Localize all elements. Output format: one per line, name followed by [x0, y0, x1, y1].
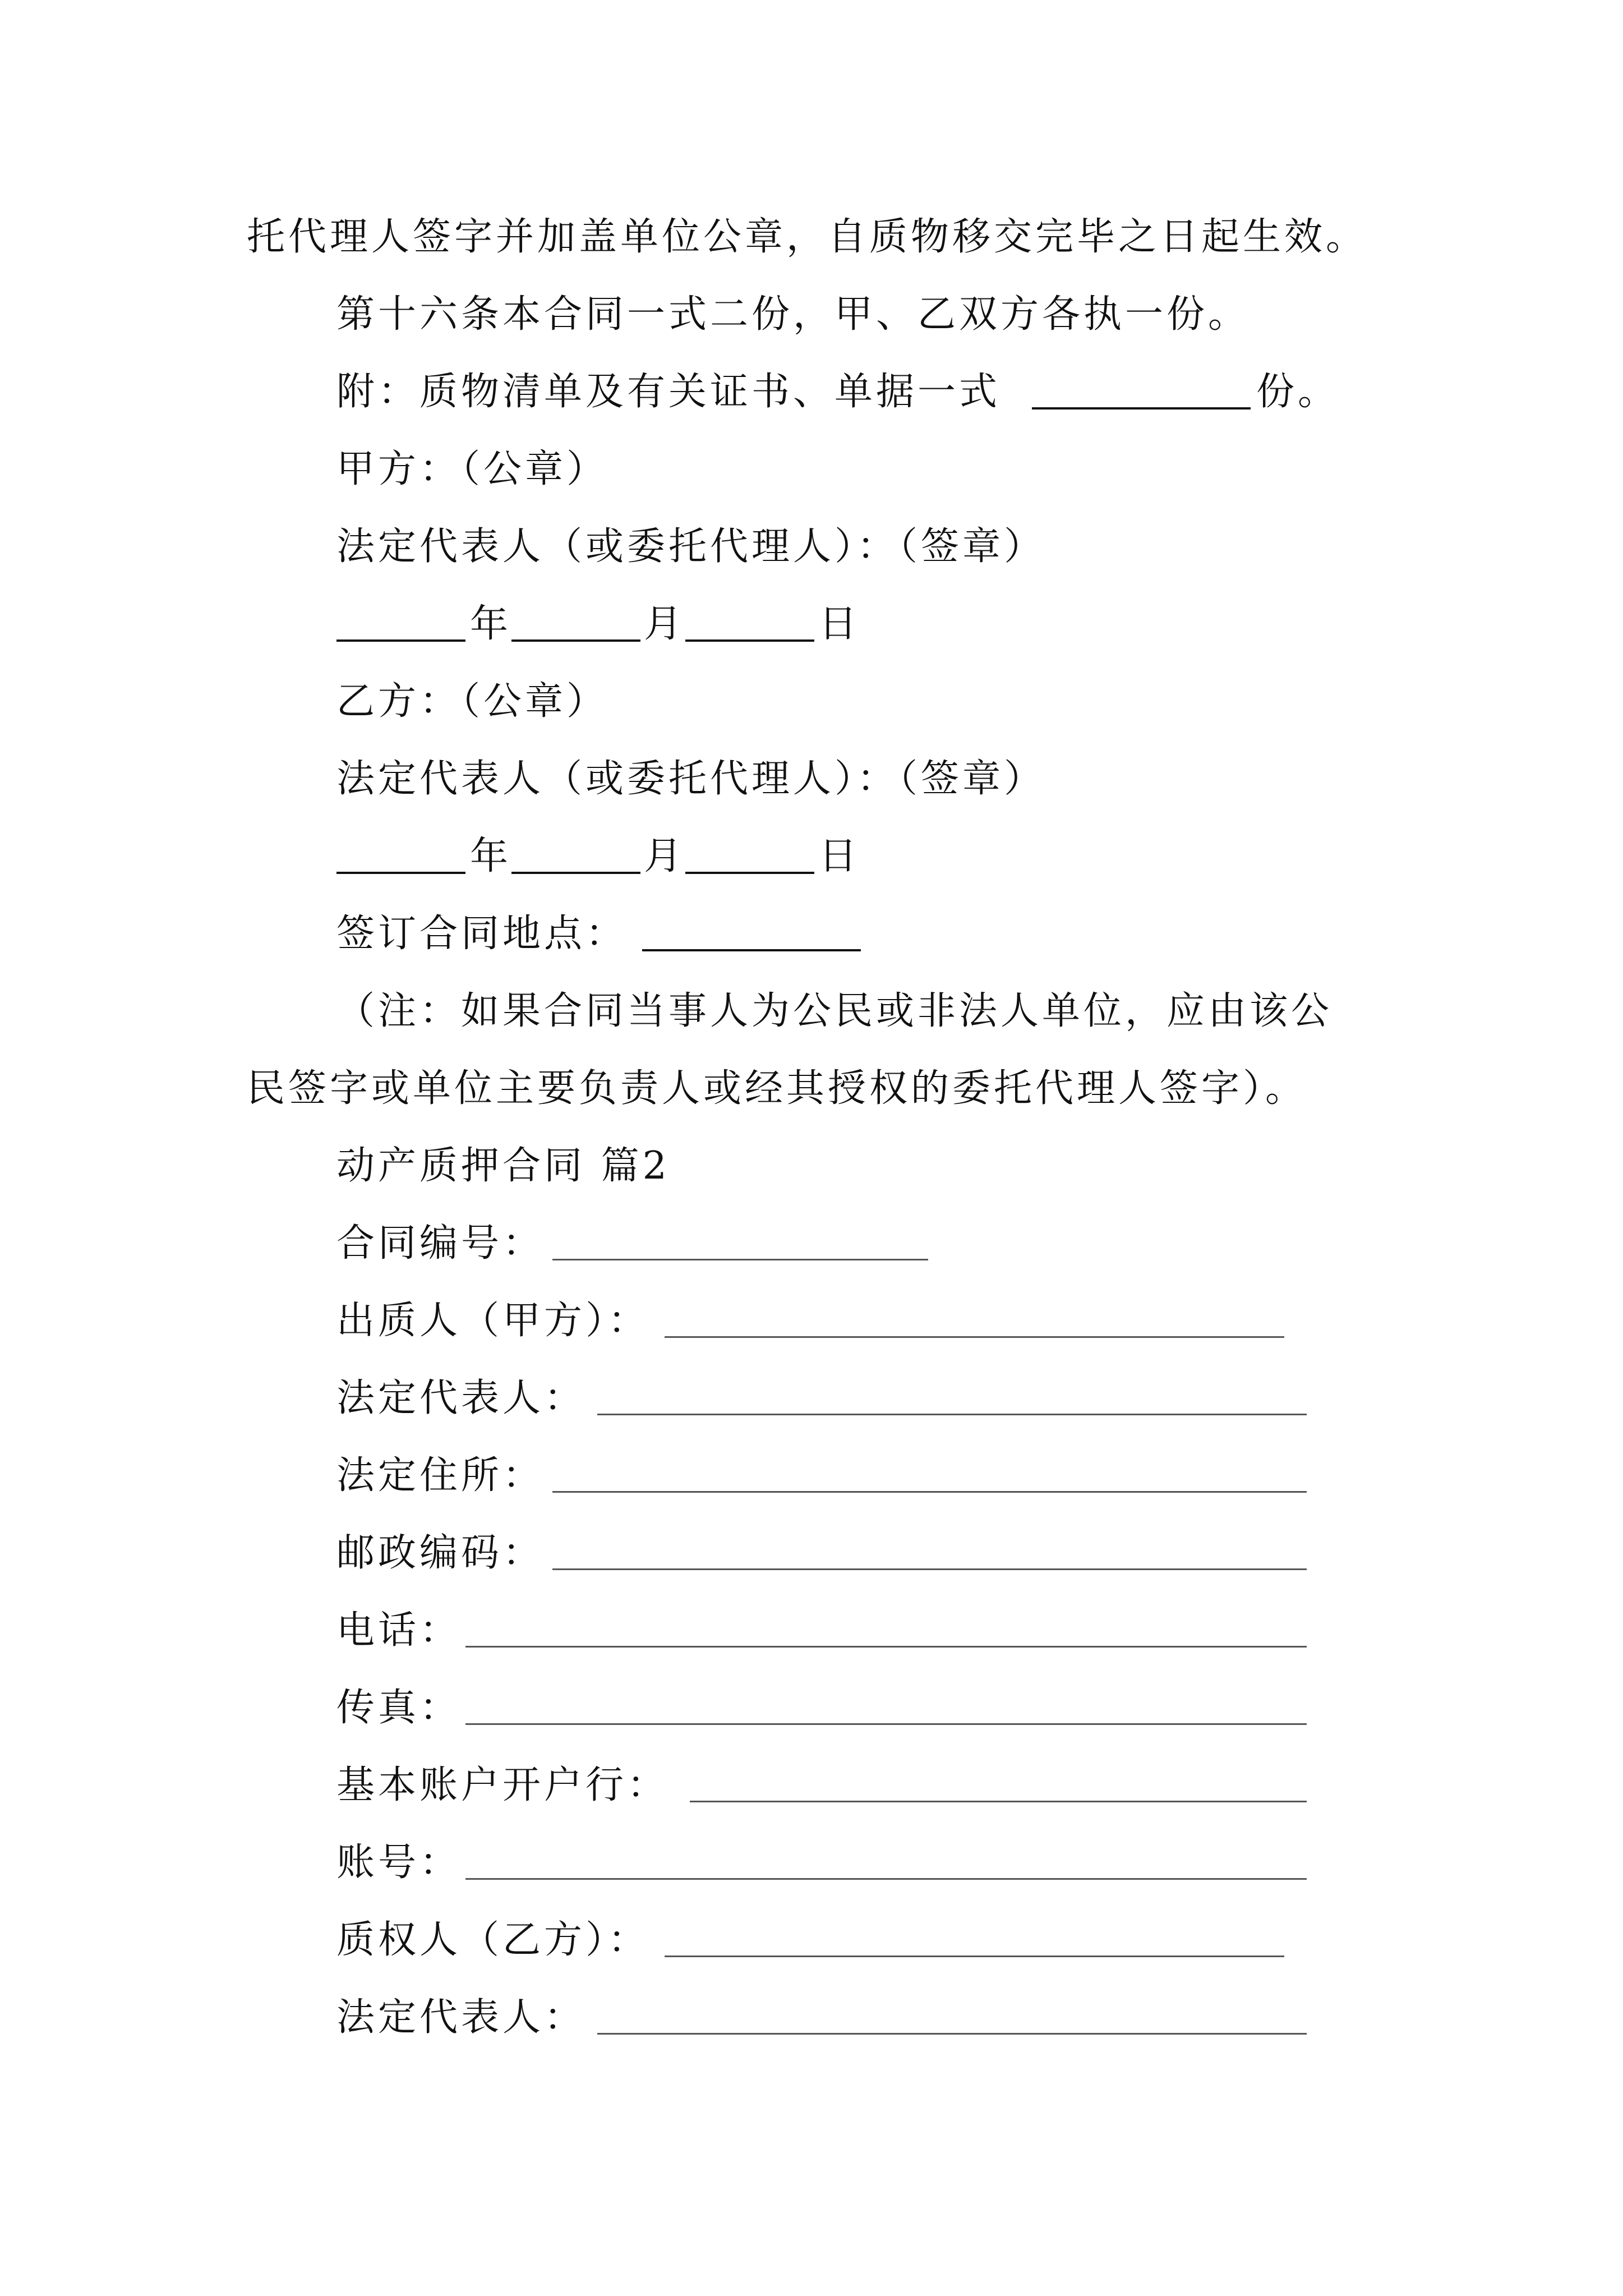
field-blank — [597, 2033, 1307, 2035]
field-blank — [552, 1491, 1307, 1493]
field-label: 质权人（乙方）： — [336, 1918, 650, 1962]
party-a-date-line — [0, 593, 1623, 655]
attachment-text: 附：质物清单及有关证书、单据一式 — [336, 370, 1001, 414]
field-label: 账号： — [336, 1841, 462, 1885]
paragraph-line — [0, 206, 1623, 268]
year-label: 年 — [470, 834, 512, 878]
note-text: 民签字或单位主要负责人或经其授权的委托代理人签字）。 — [247, 1066, 1307, 1111]
field-label: 邮政编码： — [336, 1531, 545, 1575]
party-a-representative-text: 法定代表人（或委托代理人）：（签章） — [336, 524, 1046, 569]
field-label: 基本账户开户行： — [336, 1763, 669, 1807]
day-label: 日 — [819, 834, 861, 878]
pledgee-field — [0, 1910, 1623, 1971]
party-b-seal-text: 乙方：（公章） — [336, 679, 608, 724]
year-blank — [336, 639, 465, 642]
signing-place-blank — [642, 949, 861, 951]
year-label: 年 — [470, 602, 512, 646]
party-b-representative-line — [0, 748, 1623, 810]
field-blank — [552, 1568, 1307, 1570]
party-b-date-line — [0, 826, 1623, 887]
section-heading-text: 动产质押合同 篇2 — [336, 1144, 670, 1188]
month-blank — [511, 639, 640, 642]
day-blank — [685, 639, 814, 642]
field-label: 法定代表人： — [336, 1376, 586, 1420]
legal-representative-field — [0, 1368, 1623, 1429]
paragraph-text: 第十六条本合同一式二份，甲、乙双方各执一份。 — [336, 292, 1250, 337]
legal-address-field — [0, 1445, 1623, 1507]
note-text: （注：如果合同当事人为公民或非法人单位，应由该公 — [336, 989, 1333, 1033]
field-blank — [465, 1878, 1307, 1880]
copies-blank — [1032, 407, 1251, 409]
year-blank — [336, 872, 465, 874]
party-a-representative-line — [0, 516, 1623, 578]
account-number-field — [0, 1832, 1623, 1894]
month-blank — [511, 872, 640, 874]
attachment-line — [0, 361, 1623, 423]
phone-field — [0, 1600, 1623, 1662]
field-label: 电话： — [336, 1608, 462, 1653]
party-b-representative-text: 法定代表人（或委托代理人）：（签章） — [336, 757, 1046, 801]
bank-field — [0, 1755, 1623, 1816]
field-blank — [597, 1414, 1307, 1415]
contract-number-field — [0, 1213, 1623, 1274]
attachment-suffix: 份。 — [1256, 370, 1340, 414]
field-blank — [465, 1646, 1307, 1648]
field-blank — [465, 1723, 1307, 1725]
signing-place-line — [0, 903, 1623, 965]
day-blank — [685, 872, 814, 874]
field-label: 法定代表人： — [336, 1995, 586, 2040]
party-a-seal-text: 甲方：（公章） — [336, 447, 608, 491]
fax-field — [0, 1677, 1623, 1739]
field-blank — [552, 1259, 928, 1260]
paragraph-line — [0, 284, 1623, 346]
month-label: 月 — [644, 602, 686, 646]
field-label: 出质人（甲方）： — [336, 1299, 650, 1343]
field-label: 合同编号： — [336, 1221, 545, 1266]
paragraph-text: 托代理人签字并加盖单位公章，自质物移交完毕之日起生效。 — [247, 215, 1368, 259]
day-label: 日 — [819, 602, 861, 646]
field-label: 传真： — [336, 1686, 462, 1730]
field-blank — [665, 1336, 1284, 1338]
month-label: 月 — [644, 834, 686, 878]
pledgor-field — [0, 1290, 1623, 1352]
note-line-continued — [0, 1058, 1623, 1120]
field-blank — [690, 1801, 1307, 1802]
party-b-seal-line — [0, 671, 1623, 733]
field-label: 法定住所： — [336, 1453, 545, 1498]
field-blank — [665, 1955, 1284, 1957]
postal-code-field — [0, 1522, 1623, 1584]
section-heading — [0, 1135, 1623, 1197]
note-line — [0, 981, 1623, 1042]
pledgee-representative-field — [0, 1987, 1623, 2049]
party-a-seal-line — [0, 439, 1623, 500]
signing-place-label: 签订合同地点： — [336, 912, 628, 956]
